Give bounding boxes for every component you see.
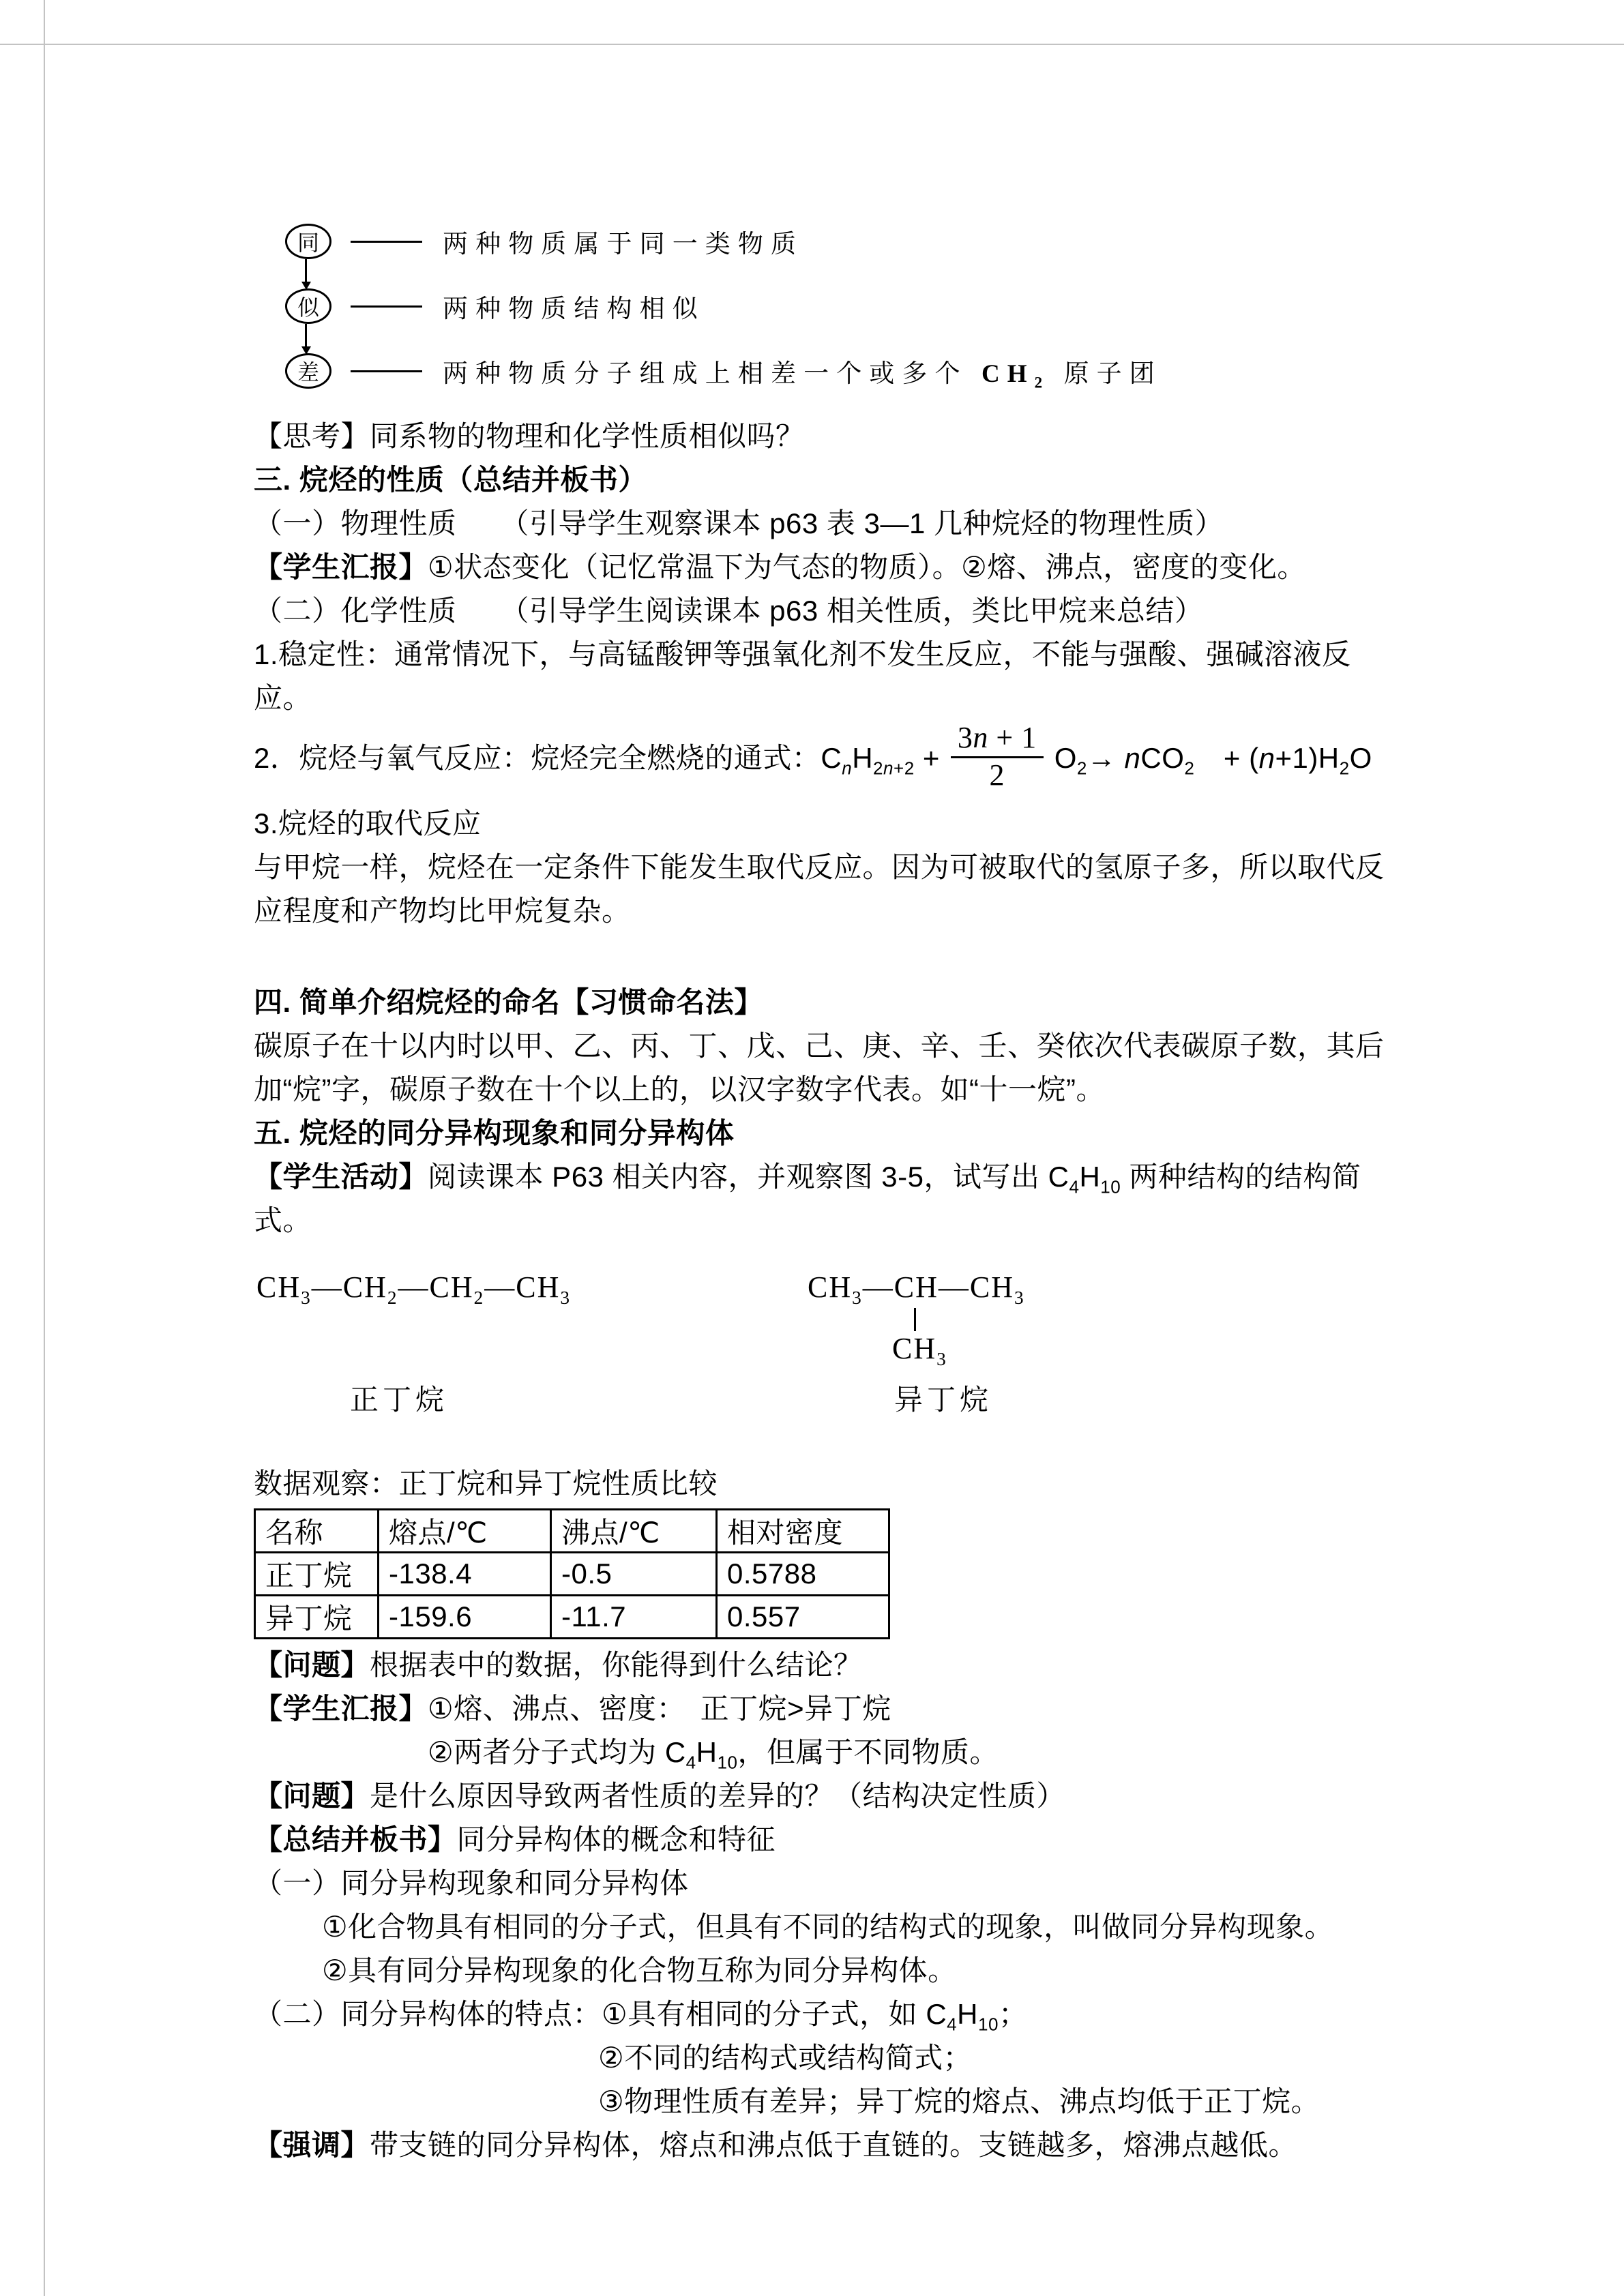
diagram-desc-differ: 两种物质分子组成上相差一个或多个 $CH_2$ 原子团 — [443, 360, 1162, 391]
cell-boiling-point: -0.5 — [551, 1553, 717, 1596]
paragraph-student-report-2: 【学生汇报】①熔、沸点、密度： 正丁烷>异丁烷 — [254, 1693, 891, 1725]
table-header-row — [255, 1510, 889, 1553]
paragraph-student-report-2b: ②两者分子式均为 $C_4H_{10}$，但属于不同物质。 — [428, 1736, 999, 1773]
cell-name: 正丁烷 — [255, 1553, 379, 1596]
paragraph-isomer-section-1: （一）同分异构现象和同分异构体 — [254, 1867, 689, 1899]
diagram-row-differ — [285, 355, 1162, 391]
paragraph-isomer-point-2: ②具有同分异构现象的化合物互称为同分异构体。 — [322, 1954, 957, 1986]
header-melting-point: 熔点/℃ — [379, 1510, 551, 1553]
homolog-concept-diagram — [254, 225, 1401, 408]
paragraph-data-observation: 数据观察：正丁烷和异丁烷性质比较 — [254, 1467, 718, 1500]
header-boiling-point: 沸点/℃ — [551, 1510, 717, 1553]
heading-section-5: 五. 烷烃的同分异构现象和同分异构体 — [254, 1117, 735, 1149]
paragraph-stability: 1.稳定性：通常情况下，与高锰酸钾等强氧化剂不发生反应，不能与强酸、强碱溶液反应。 — [254, 638, 1351, 714]
cell-boiling-point: -11.7 — [551, 1596, 717, 1639]
isobutane-branch-group: $CH_3$ — [892, 1332, 947, 1369]
paragraph-isomer-point-1: ①化合物具有相同的分子式，但具有不同的结构式的现象，叫做同分异构现象。 — [322, 1911, 1334, 1943]
diagram-node-same: 同 — [285, 224, 331, 259]
equation-prefix: 2．烷烃与氧气反应：烷烃完全燃烧的通式：$C_nH_{2n+2}$ + — [254, 742, 940, 779]
diagram-desc-same: 两种物质属于同一类物质 — [443, 230, 804, 258]
combustion-equation — [254, 720, 1401, 792]
diagram-connector-line — [351, 370, 422, 372]
page-border-top — [0, 44, 1624, 45]
paragraph-think: 【思考】同系物的物理和化学性质相似吗？ — [254, 420, 805, 452]
diagram-node-differ: 差 — [285, 353, 331, 389]
cell-melting-point: -138.4 — [379, 1553, 551, 1596]
header-name: 名称 — [255, 1510, 379, 1553]
properties-comparison-table — [254, 1508, 890, 1639]
cell-relative-density: 0.557 — [717, 1596, 889, 1639]
down-arrow-icon — [305, 259, 307, 282]
heading-section-3: 三. 烷烃的性质（总结并板书） — [254, 464, 647, 496]
paragraph-isomer-feature-2: ②不同的结构式或结构简式； — [598, 2042, 973, 2074]
isobutane-formula-line: $CH_3—CH—CH_3$ — [808, 1270, 1025, 1308]
paragraph-emphasis: 【强调】带支链的同分异构体，熔点和沸点低于直链的。支链越多，熔沸点越低。 — [254, 2129, 1298, 2161]
cell-melting-point: -159.6 — [379, 1596, 551, 1639]
down-arrow-icon — [301, 282, 311, 290]
diagram-desc-similar: 两种物质结构相似 — [443, 295, 705, 323]
formula-n-butane — [256, 1270, 577, 1421]
fraction-numerator: 3n + 1 — [951, 721, 1044, 758]
fraction-denominator: 2 — [989, 758, 1005, 792]
equation-suffix: $O_2\to nCO_2$ + $(n+1)H_2O$ — [1054, 742, 1372, 779]
isobutane-branch-bond — [914, 1308, 1025, 1331]
diagram-connector-line — [351, 305, 422, 308]
diagram-row-similar — [285, 290, 705, 323]
equation-fraction — [951, 721, 1044, 792]
heading-section-4: 四. 简单介绍烷烃的命名【习惯命名法】 — [254, 986, 763, 1018]
down-arrow-icon — [301, 346, 311, 355]
paragraph-physical-properties: （一）物理性质 （引导学生观察课本 p63 表 3—1 几种烷烃的物理性质） — [254, 507, 1224, 539]
formula-isobutane — [808, 1270, 1025, 1421]
cell-name: 异丁烷 — [255, 1596, 379, 1639]
paragraph-isomer-feature-3: ③物理性质有差异；异丁烷的熔点、沸点均低于正丁烷。 — [598, 2085, 1320, 2117]
paragraph-question-2: 【问题】是什么原因导致两者性质的差异的？（结构决定性质） — [254, 1780, 1066, 1812]
isobutane-label: 异丁烷 — [894, 1384, 993, 1416]
paragraph-substitution-heading: 3.烷烃的取代反应 — [254, 807, 482, 839]
paragraph-substitution-desc: 与甲烷一样，烷烃在一定条件下能发生取代反应。因为可被取代的氢原子多，所以取代反应程度和产物均比甲烷复杂。 — [254, 851, 1385, 927]
page-border-left — [44, 0, 45, 2296]
paragraph-student-activity: 【学生活动】阅读课本 P63 相关内容，并观察图 3-5，试写出 $C_4H_{10}$ 两种结构的结构简式。 — [254, 1161, 1361, 1236]
paragraph-chemical-properties: （二）化学性质 （引导学生阅读课本 p63 相关性质，类比甲烷来总结） — [254, 595, 1204, 627]
cell-relative-density: 0.5788 — [717, 1553, 889, 1596]
diagram-row-same — [285, 225, 803, 258]
paragraph-question-1: 【问题】根据表中的数据，你能得到什么结论？ — [254, 1649, 863, 1681]
diagram-connector-line — [351, 241, 422, 243]
header-relative-density: 相对密度 — [717, 1510, 889, 1553]
paragraph-isomer-section-2: （二）同分异构体的特点：①具有相同的分子式，如 $C_4H_{10}$； — [254, 1998, 1028, 2035]
paragraph-naming-desc: 碳原子在十以内时以甲、乙、丙、丁、戊、己、庚、辛、壬、癸依次代表碳原子数，其后加“烷”字，碳原子数在十个以上的，以汉字数字代表。如“十一烷”。 — [254, 1030, 1385, 1105]
n-butane-formula-line: $CH_3—CH_2—CH_2—CH_3$ — [256, 1270, 572, 1308]
paragraph-summary-board: 【总结并板书】同分异构体的概念和特征 — [254, 1823, 776, 1855]
document-content — [254, 225, 1401, 2167]
table-row — [255, 1553, 889, 1596]
structural-formulas — [254, 1270, 1401, 1421]
diagram-node-similar: 似 — [285, 288, 331, 324]
table-row — [255, 1596, 889, 1639]
down-arrow-icon — [305, 324, 307, 346]
n-butane-label: 正丁烷 — [350, 1384, 449, 1416]
paragraph-student-report-1: 【学生汇报】①状态变化（记忆常温下为气态的物质）。②熔、沸点，密度的变化。 — [254, 551, 1306, 583]
